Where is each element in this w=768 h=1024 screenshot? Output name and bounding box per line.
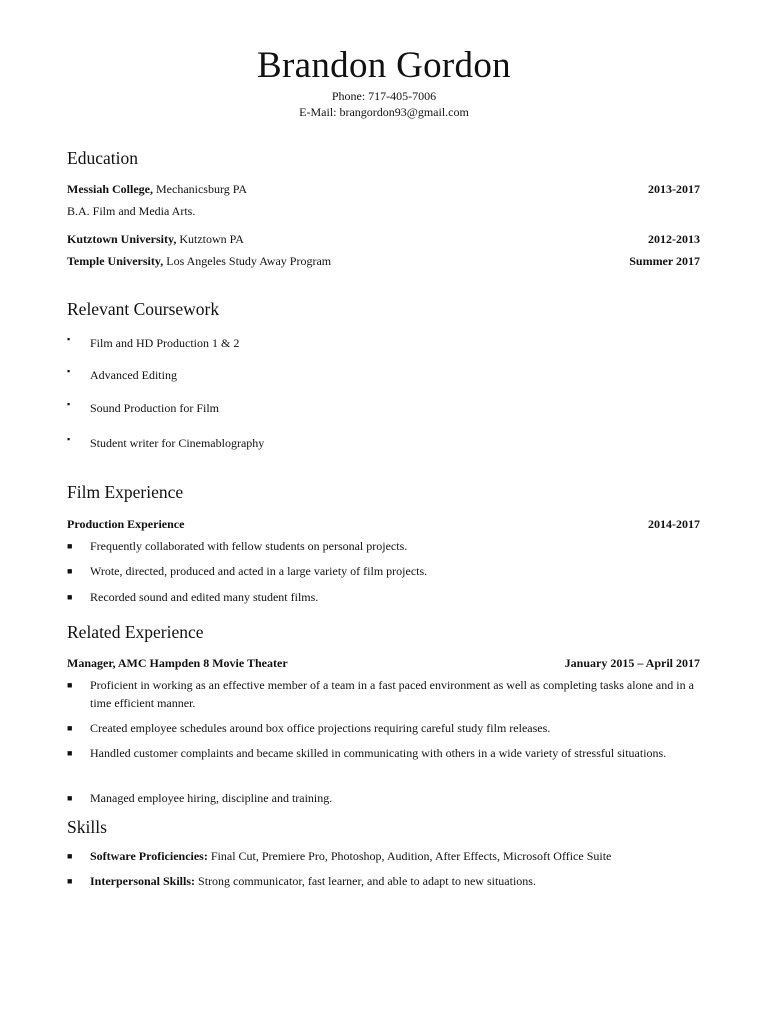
list-item [67,334,700,352]
bullet-icon: ■ [67,793,73,803]
bullet-icon: ■ [67,592,73,602]
list-item [67,744,700,780]
bullet-icon: ■ [67,723,73,733]
school-location: Mechanicsburg PA [153,182,247,196]
related-heading: Related Experience [67,622,204,642]
skill-text [90,872,700,890]
list-item [67,789,700,807]
resume-name: Brandon Gordon [257,45,511,86]
list-item [67,399,700,417]
school-name: Messiah College, [67,182,153,196]
school-location: Kutztown PA [176,232,244,246]
skill-text [90,847,700,865]
skill-label: Interpersonal Skills: [90,874,196,888]
bullet-icon: ▪ [67,366,71,376]
bullet-icon: ■ [67,748,73,758]
skill-value: Strong communicator, fast learner, and able to adapt to new situations. [195,874,536,888]
list-item [67,676,700,712]
skills-heading: Skills [67,817,107,837]
education-entry [67,254,700,269]
list-item [67,719,700,737]
bullet-icon: ■ [67,851,73,861]
list-item-text: Recorded sound and edited many student films. [90,590,319,604]
list-item-text: Frequently collaborated with fellow students on personal projects. [90,539,408,553]
skill-value: Final Cut, Premiere Pro, Photoshop, Audition, After Effects, Microsoft Office Suite [207,849,612,863]
education-entry [67,182,700,197]
list-item [67,588,700,606]
job-header [67,517,700,532]
bullet-icon: ■ [67,876,73,886]
education-date: 2013-2017 [648,182,700,196]
job-date: January 2015 – April 2017 [564,656,700,670]
degree: B.A. Film and Media Arts. [67,204,196,218]
list-item-text: Film and HD Production 1 & 2 [90,336,240,350]
bullet-icon: ■ [67,680,73,690]
education-entry [67,232,700,247]
contact-email: E-Mail: brangordon93@gmail.com [299,105,469,119]
list-item-text: Handled customer complaints and became skilled in communicating with others in a wide variety of stressful situations. [90,746,667,760]
list-item [67,847,700,865]
list-item-text: Sound Production for Film [90,401,220,415]
education-heading: Education [67,148,138,168]
list-item-text: Student writer for Cinemablography [90,436,265,450]
contact-phone: Phone: 717-405-7006 [331,89,437,103]
bullet-icon: ▪ [67,434,71,444]
list-item-text: Advanced Editing [90,368,177,382]
film-heading: Film Experience [67,482,184,502]
skill-label: Software Proficiencies: [90,849,208,863]
job-title: Production Experience [67,517,185,531]
bullet-icon: ▪ [67,399,71,409]
bullet-icon: ■ [67,566,73,576]
school-location: Los Angeles Study Away Program [163,254,332,268]
school-name: Temple University, [67,254,164,268]
job-header [67,656,700,671]
job-date: 2014-2017 [648,517,700,531]
education-date: Summer 2017 [629,254,700,268]
list-item-text: Managed employee hiring, discipline and training. [90,791,333,805]
job-title: Manager, AMC Hampden 8 Movie Theater [67,656,288,670]
bullet-icon: ■ [67,541,73,551]
list-item [67,537,700,555]
list-item [67,562,700,580]
list-item [67,872,700,890]
list-item [67,434,700,452]
list-item-text: Created employee schedules around box office projections requiring careful study film releases. [90,721,551,735]
education-date: 2012-2013 [648,232,700,246]
school-name: Kutztown University, [67,232,177,246]
bullet-icon: ▪ [67,334,71,344]
list-item-text: Proficient in working as an effective member of a team in a fast paced environment as well as completing tasks alone and in a time efficient manner. [90,678,694,710]
list-item [67,366,700,384]
coursework-heading: Relevant Coursework [67,299,220,319]
list-item-text: Wrote, directed, produced and acted in a large variety of film projects. [90,564,428,578]
